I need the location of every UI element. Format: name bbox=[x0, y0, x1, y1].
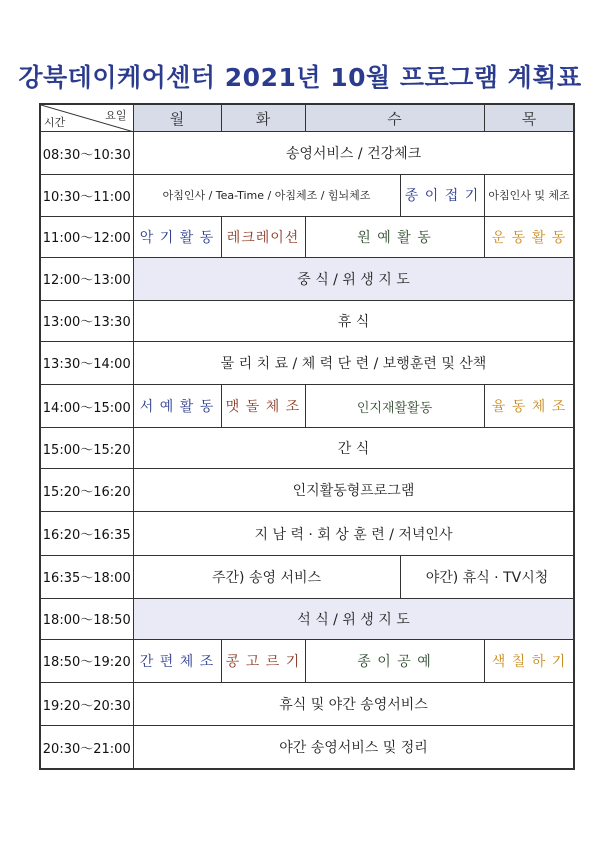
time-cell: 15:00～15:20 bbox=[40, 428, 133, 469]
table-row bbox=[40, 341, 574, 384]
time-cell: 08:30～10:30 bbox=[40, 132, 133, 175]
time-cell: 18:50～19:20 bbox=[40, 639, 133, 682]
day-header-tue: 화 bbox=[221, 104, 305, 132]
activity-cell: 휴식 및 야간 송영서비스 bbox=[133, 683, 574, 726]
table-row bbox=[40, 555, 574, 598]
time-cell: 15:20～16:20 bbox=[40, 469, 133, 512]
table-row bbox=[40, 300, 574, 341]
activity-cell-day: 주간) 송영 서비스 bbox=[133, 555, 400, 598]
time-cell: 16:20～16:35 bbox=[40, 512, 133, 555]
page-title: 강북데이케어센터 2021년 10월 프로그램 계획표 bbox=[18, 63, 582, 92]
time-cell: 13:00～13:30 bbox=[40, 300, 133, 341]
table-row bbox=[40, 257, 574, 300]
activity-cell: 야간 송영서비스 및 정리 bbox=[133, 726, 574, 769]
activity-cell: 아침인사 / Tea-Time / 아침체조 / 힘뇌체조 bbox=[133, 175, 400, 216]
time-cell: 12:00～13:00 bbox=[40, 257, 133, 300]
activity-cell: 휴 식 bbox=[133, 300, 574, 341]
table-row bbox=[40, 512, 574, 555]
activity-cell: 간 식 bbox=[133, 428, 574, 469]
activity-cell: 송영서비스 / 건강체크 bbox=[133, 132, 574, 175]
table-row bbox=[40, 726, 574, 769]
activity-cell-fri: 아침인사 및 체조 bbox=[484, 175, 574, 216]
table-row bbox=[40, 175, 574, 216]
activity-cell-thu: 율 동 체 조 bbox=[484, 385, 574, 428]
activity-cell: 인지활동형프로그램 bbox=[133, 469, 574, 512]
time-cell: 14:00～15:00 bbox=[40, 385, 133, 428]
activity-cell-tue: 콩 고 르 기 bbox=[221, 639, 305, 682]
header-row bbox=[40, 104, 574, 132]
table-row bbox=[40, 683, 574, 726]
activity-cell-night: 야간) 휴식 · TV시청 bbox=[400, 555, 574, 598]
table-row bbox=[40, 639, 574, 682]
activity-cell-mon: 서 예 활 동 bbox=[133, 385, 221, 428]
table-row bbox=[40, 216, 574, 257]
table-row bbox=[40, 598, 574, 639]
activity-cell-thu: 색 칠 하 기 bbox=[484, 639, 574, 682]
day-header-wed: 수 bbox=[305, 104, 484, 132]
activity-cell: 지 남 력 · 회 상 훈 련 / 저녁인사 bbox=[133, 512, 574, 555]
table-row bbox=[40, 428, 574, 469]
corner-header-cell bbox=[40, 104, 133, 132]
time-cell: 10:30～11:00 bbox=[40, 175, 133, 216]
activity-cell-wed: 원 예 활 동 bbox=[305, 216, 484, 257]
activity-cell-wed: 인지재활활동 bbox=[305, 385, 484, 428]
activity-cell-thu: 운 동 활 동 bbox=[484, 216, 574, 257]
time-cell: 13:30～14:00 bbox=[40, 341, 133, 384]
time-cell: 18:00～18:50 bbox=[40, 598, 133, 639]
time-cell: 11:00～12:00 bbox=[40, 216, 133, 257]
time-cell: 20:30～21:00 bbox=[40, 726, 133, 769]
day-axis-label: 요일 bbox=[105, 109, 127, 122]
day-header-mon: 월 bbox=[133, 104, 221, 132]
activity-cell-tue: 맷 돌 체 조 bbox=[221, 385, 305, 428]
activity-cell: 물 리 치 료 / 체 력 단 련 / 보행훈련 및 산책 bbox=[133, 341, 574, 384]
activity-cell-mon: 간 편 체 조 bbox=[133, 639, 221, 682]
schedule-table bbox=[39, 103, 575, 770]
day-header-thu: 목 bbox=[484, 104, 574, 132]
table-row bbox=[40, 385, 574, 428]
activity-cell: 중 식 / 위 생 지 도 bbox=[133, 257, 574, 300]
table-row bbox=[40, 469, 574, 512]
activity-cell-wed: 종 이 공 예 bbox=[305, 639, 484, 682]
activity-cell-tue: 레크레이션 bbox=[221, 216, 305, 257]
time-cell: 19:20～20:30 bbox=[40, 683, 133, 726]
time-cell: 16:35～18:00 bbox=[40, 555, 133, 598]
time-axis-label: 시간 bbox=[44, 116, 66, 130]
activity-cell-mon: 악 기 활 동 bbox=[133, 216, 221, 257]
table-row bbox=[40, 132, 574, 175]
activity-cell: 석 식 / 위 생 지 도 bbox=[133, 598, 574, 639]
activity-cell-thu: 종 이 접 기 bbox=[400, 175, 484, 216]
